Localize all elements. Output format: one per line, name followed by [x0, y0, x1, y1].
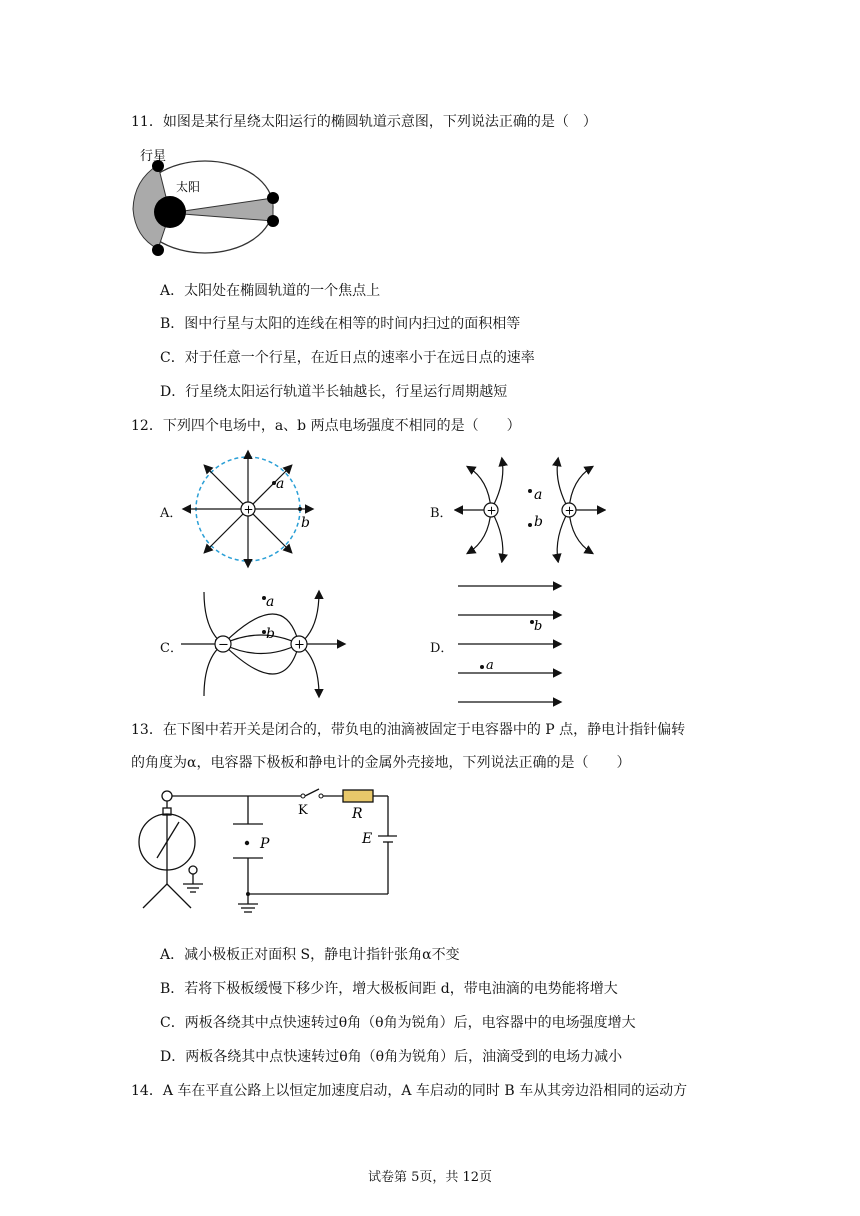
q13-stem-line1: 13．在下图中若开关是闭合的，带负电的油滴被固定于电容器中的 P 点，静电计指针偏转 — [131, 722, 686, 738]
point-p-label: P — [260, 836, 270, 852]
page-footer: 试卷第 5页，共 12页 — [367, 1170, 493, 1185]
svg-text:b: b — [266, 626, 275, 642]
q13-option-c: C．两板各绕其中点快速转过θ角（θ角为锐角）后，电容器中的电场强度增大 — [160, 1015, 636, 1031]
q12-field-b — [454, 455, 606, 563]
q13-option-a: A．减小极板正对面积 S，静电计指针张角α不变 — [160, 947, 460, 963]
q12-field-d — [454, 577, 564, 709]
svg-text:+: + — [243, 502, 254, 517]
svg-text:b: b — [534, 619, 543, 634]
q11-option-b: B．图中行星与太阳的连线在相等的时间内扫过的面积相等 — [160, 316, 521, 332]
q11-option-c: C．对于任意一个行星，在近日点的速率小于在远日点的速率 — [160, 350, 535, 366]
q12-stem: 12．下列四个电场中，a、b 两点电场强度不相同的是（ ） — [131, 418, 521, 434]
q12-field-a — [180, 448, 320, 570]
q12-label-c: C． — [160, 641, 183, 656]
q11-orbit-figure — [130, 145, 290, 263]
q11-option-d: D．行星绕太阳运行轨道半长轴越长，行星运行周期越短 — [160, 384, 508, 400]
svg-text:a: a — [266, 594, 275, 610]
svg-text:b: b — [534, 514, 543, 530]
q11-stem: 11．如图是某行星绕太阳运行的椭圆轨道示意图，下列说法正确的是（ ） — [131, 114, 597, 130]
q14-stem: 14．A 车在平直公路上以恒定加速度启动，A 车启动的同时 B 车从其旁边沿相同的运动方 — [131, 1083, 688, 1099]
q11-option-a: A．太阳处在椭圆轨道的一个焦点上 — [160, 283, 381, 299]
q13-circuit-figure — [133, 786, 397, 920]
battery-label: E — [362, 831, 373, 847]
switch-label: K — [298, 803, 308, 818]
q12-field-c — [180, 580, 350, 708]
svg-text:a: a — [486, 658, 494, 673]
svg-text:a: a — [534, 487, 543, 503]
svg-text:+: + — [486, 503, 497, 518]
q13-option-d: D．两板各绕其中点快速转过θ角（θ角为锐角）后，油滴受到的电场力减小 — [160, 1049, 623, 1065]
q12-label-d: D． — [430, 641, 454, 656]
svg-text:+: + — [564, 503, 575, 518]
q13-stem-line2: 的角度为α，电容器下极板和静电计的金属外壳接地，下列说法正确的是（ ） — [131, 755, 631, 771]
q12-label-a: A． — [160, 506, 183, 521]
svg-text:b: b — [301, 515, 310, 531]
sun-label: 太阳 — [176, 180, 201, 194]
resistor-label: R — [352, 806, 363, 822]
svg-text:a: a — [276, 476, 285, 492]
q13-option-b: B．若将下极板缓慢下移少许，增大极板间距 d，带电油滴的电势能将增大 — [160, 981, 618, 997]
q12-label-b: B． — [430, 506, 453, 521]
planet-label: 行星 — [140, 149, 167, 164]
svg-text:+: + — [294, 637, 305, 653]
svg-text:−: − — [218, 637, 229, 653]
